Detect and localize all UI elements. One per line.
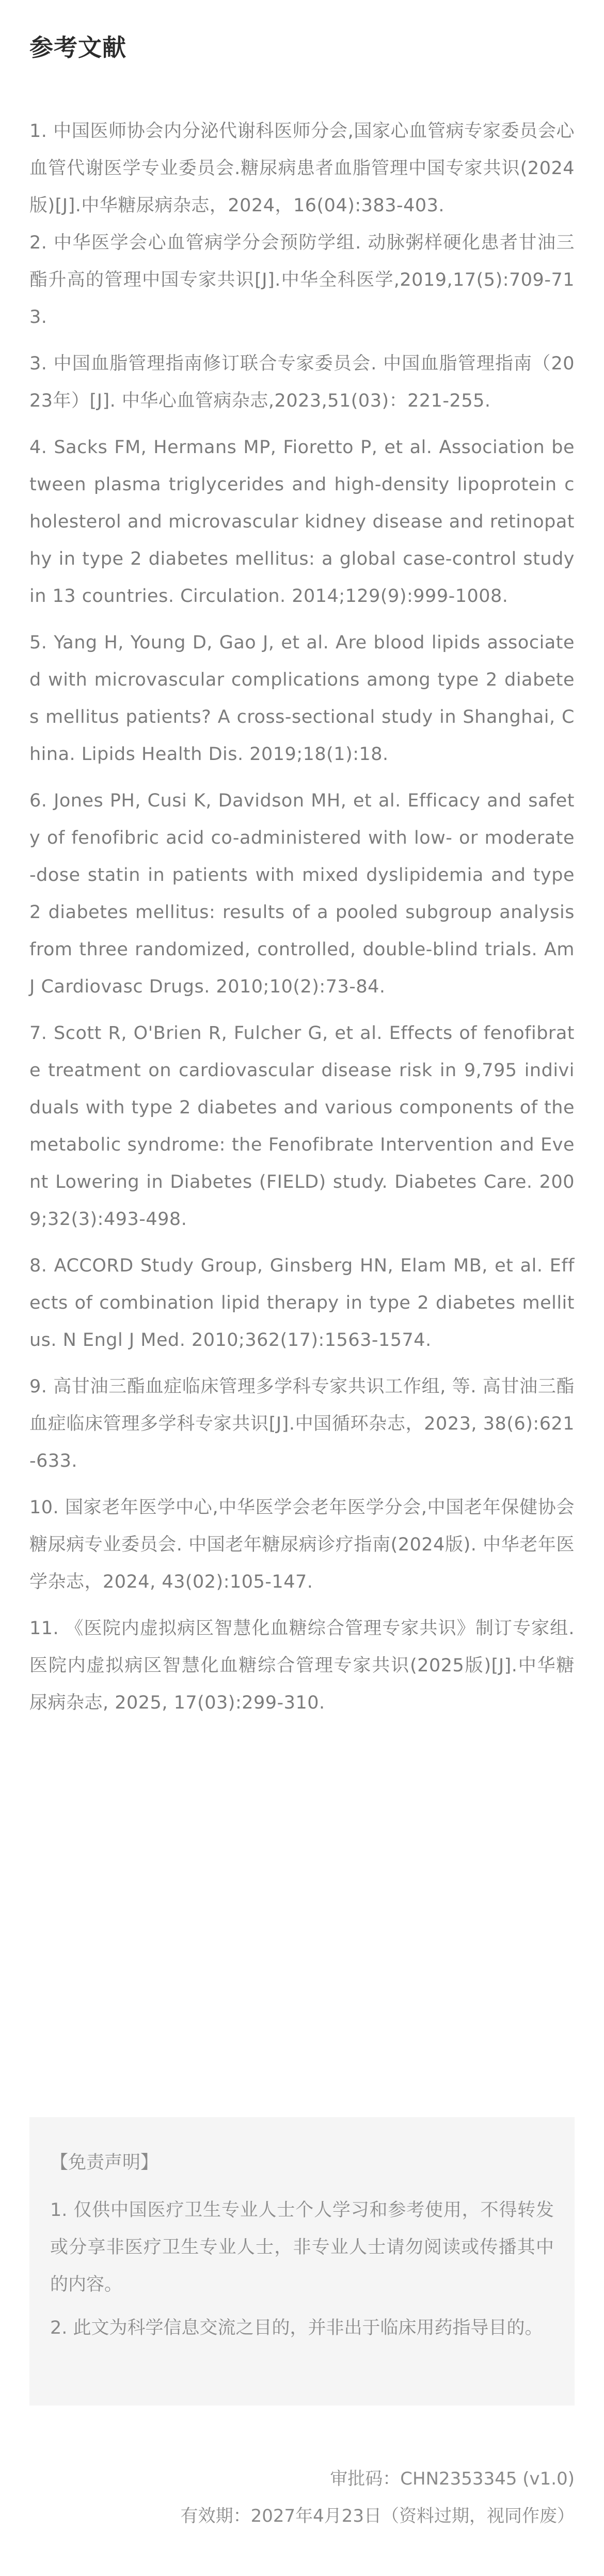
reference-item: 11. 《医院内虚拟病区智慧化血糖综合管理专家共识》制订专家组.医院内虚拟病区智慧化血糖综合管理专家共识(2025版)[J].中华糖尿病杂志, 2025, 17(03):299-310. — [29, 1618, 575, 1713]
disclaimer-item: 2. 此文为科学信息交流之目的，并非出于临床用药指导目的。 — [50, 2318, 543, 2338]
reference-list — [29, 113, 575, 1721]
footer — [181, 2460, 575, 2535]
reference-item: 6. Jones PH, Cusi K, Davidson MH, et al. Efficacy and safety of fenofibric acid co-administered with low- or moderate-dose statin in patients with mixed dyslipidemia and type 2 diabetes mellitus: results of a pooled subgroup analysis from three randomized, controlled, double-blind trials. Am J Cardiovasc Drugs. 2010;10(2):73-84. — [29, 790, 575, 997]
reference-item: 9. 高甘油三酯血症临床管理多学科专家共识工作组, 等. 高甘油三酯血症临床管理多学科专家共识[J].中国循环杂志，2023, 38(6):621-633. — [29, 1376, 575, 1471]
reference-item: 4. Sacks FM, Hermans MP, Fioretto P, et al. Association between plasma triglycerides and high-density lipoprotein cholesterol and microvascular kidney disease and retinopathy in type 2 diabetes mellitus: a global case-control study in 13 countries. Circulation. 2014;129(9):999-1008. — [29, 437, 575, 607]
reference-item: 5. Yang H, Young D, Gao J, et al. Are blood lipids associated with microvascular complications among type 2 diabetes mellitus patients? A cross-sectional study in Shanghai, China. Lipids Health Dis. 2019;18(1):18. — [29, 632, 575, 765]
disclaimer-title: 【免责声明】 — [50, 2152, 159, 2173]
reference-item: 2. 中华医学会心血管病学分会预防学组. 动脉粥样硬化患者甘油三酯升高的管理中国专家共识[J].中华全科医学,2019,17(5):709-713. — [29, 232, 575, 328]
validity-date: 有效期：2027年4月23日（资料过期，视同作废） — [180, 2506, 575, 2526]
disclaimer-box — [29, 2117, 575, 2406]
reference-item: 8. ACCORD Study Group, Ginsberg HN, Elam MB, et al. Effects of combination lipid therapy in type 2 diabetes mellitus. N Engl J Med. 2010;362(17):1563-1574. — [29, 1255, 575, 1351]
reference-item: 10. 国家老年医学中心,中华医学会老年医学分会,中国老年保健协会糖尿病专业委员会. 中国老年糖尿病诊疗指南(2024版). 中华老年医学杂志，2024, 43(02):105-147. — [29, 1497, 575, 1592]
disclaimer-item: 1. 仅供中国医疗卫生专业人士个人学习和参考使用，不得转发或分享非医疗卫生专业人士，非专业人士请勿阅读或传播其中的内容。 — [50, 2200, 554, 2295]
approval-code: 审批码：CHN2353345 (v1.0) — [330, 2469, 575, 2489]
reference-item: 1. 中国医师协会内分泌代谢科医师分会,国家心血管病专家委员会心血管代谢医学专业委员会.糖尿病患者血脂管理中国专家共识(2024版)[J].中华糖尿病杂志，2024，16(04):383-403. — [29, 121, 575, 216]
reference-item: 3. 中国血脂管理指南修订联合专家委员会. 中国血脂管理指南（2023年）[J]. 中华心血管病杂志,2023,51(03)：221-255. — [29, 353, 575, 411]
page-title: 参考文献 — [29, 34, 126, 61]
reference-item: 7. Scott R, O'Brien R, Fulcher G, et al. Effects of fenofibrate treatment on cardiovascular disease risk in 9,795 individuals with type 2 diabetes and various components of the metabolic syndrome: the Fenofibrate Intervention and Event Lowering in Diabetes (FIELD) study. Diabetes Care. 2009;32(3):493-498. — [29, 1023, 575, 1230]
